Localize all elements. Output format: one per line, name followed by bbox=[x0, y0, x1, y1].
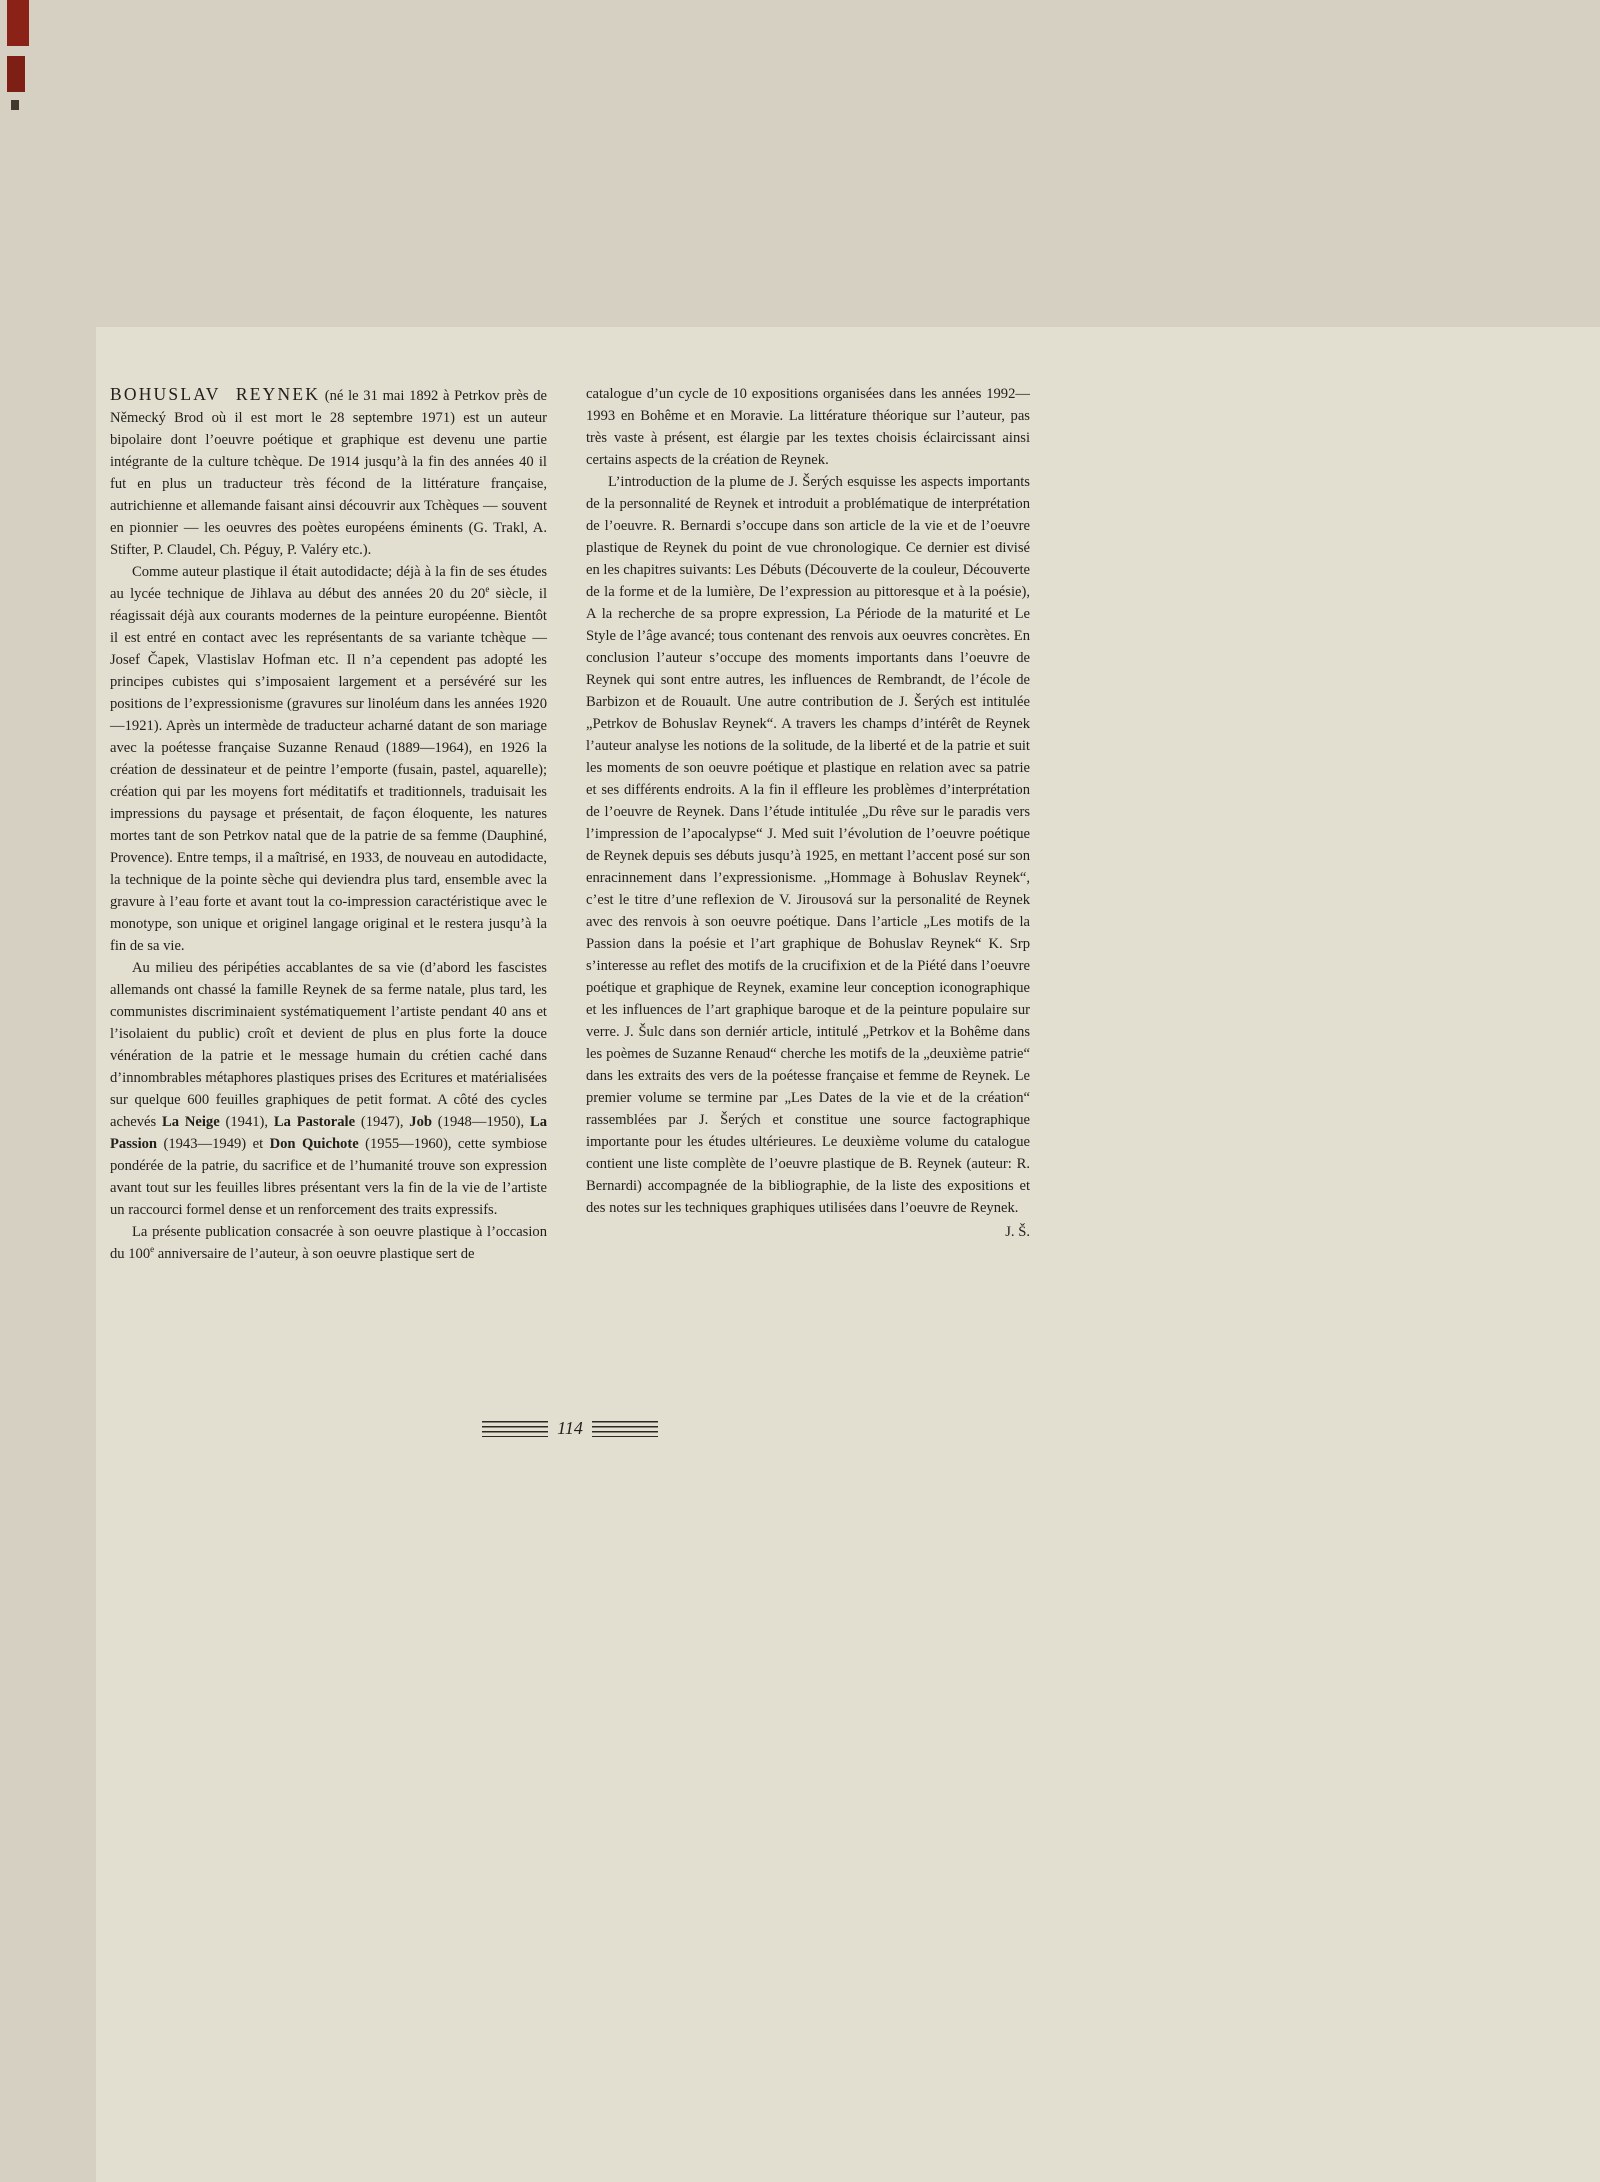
right-text-column bbox=[586, 383, 1030, 1243]
paragraph bbox=[586, 471, 1030, 1219]
text-segment: Don Quichote bbox=[269, 1136, 359, 1152]
paragraph bbox=[110, 561, 547, 957]
page-footer bbox=[110, 1418, 1030, 1439]
text-segment: La présente publication consacrée à son oeuvre plastique à l’occasion du 100 bbox=[110, 1224, 547, 1262]
text-segment: e bbox=[485, 584, 490, 595]
text-segment: (né le 31 mai 1892 à Petrkov près de Německý Brod où il est mort le 28 septembre 1971) est un auteur bipolaire dont l’oeuvre poétique et graphique est devenu une partie intégrante de la culture tchèque. De 1914 jusqu’à la fin des années 40 il fut en plus un traducteur très fécond de la littérature française, autrichienne et allemande faisant ainsi découvrir aux Tchèques — souvent en pionnier — les oeuvres des poètes européens éminents (G. Trakl, A. Stifter, P. Claudel, Ch. Péguy, P. Valéry etc.). bbox=[110, 388, 547, 558]
text-segment: Au milieu des péripéties accablantes de sa vie (d’abord les fascistes allemands ont chassé la famille Reynek de sa ferme natale, plus tard, les communistes discriminaient systématiquement l’artiste pendant 40 ans et l’isolaient du public) croît et devient de plus en plus forte la douce vénération de la patrie et le message humain du crétien caché dans d’innombrables métaphores plastiques prises des Ecritures et matérialisées sur quelque 600 feuilles graphiques de petit format. A côté des cycles achevés bbox=[110, 960, 547, 1130]
text-segment: e bbox=[150, 1244, 155, 1255]
text-segment: siècle, il réagissait déjà aux courants modernes de la peinture européenne. Bientôt il est entré en contact avec les représentants de sa variante tchèque — Josef Čapek, Vlastislav Hofman etc. Il n’a cependent pas adopté les principes cubistes qui s’imposaient largement et a persévéré sur les positions de l’expressionisme (gravures sur linoléum dans les années 1920—1921). Après un intermède de traducteur acharné datant de son mariage avec la poétesse française Suzanne Renaud (1889—1964), en 1926 la création de dessinateur et de peintre l’emporte (fusain, pastel, aquarelle); création qui par les moyens fort méditatifs et traditionnels, traduisait les impressions du paysage et présentait, de façon éloquente, les natures mortes tant de son Petrkov natal que de la patrie de sa femme (Dauphiné, Provence). Entre temps, il a maîtrisé, en 1933, de nouveau en autodidacte, la technique de la pointe sèche qui deviendra plus tard, ensemble avec la gravure à l’eau forte et avant tout la co-impression caractéristique avec le monotype, son unique et originel langage original et le restera jusqu’à la fin de sa vie. bbox=[110, 586, 547, 954]
paragraph bbox=[110, 383, 547, 561]
left-text-column bbox=[110, 383, 547, 1265]
text-segment: Job bbox=[409, 1114, 432, 1130]
text-segment: La Neige bbox=[162, 1114, 220, 1130]
text-segment: Comme auteur plastique il était autodidacte; déjà à la fin de ses études au lycée technique de Jihlava au début des années 20 du 20 bbox=[110, 564, 547, 602]
paragraph bbox=[586, 1221, 1030, 1243]
footer-ornament-right bbox=[592, 1421, 658, 1437]
text-segment: (1947), bbox=[355, 1114, 410, 1130]
scan-artifact-red-top bbox=[7, 0, 29, 46]
paragraph bbox=[586, 383, 1030, 471]
footer-ornament-left bbox=[482, 1421, 548, 1437]
text-segment: catalogue d’un cycle de 10 expositions organisées dans les années 1992—1993 en Bohême et en Moravie. La littérature théorique sur l’auteur, pas très vaste à présent, est élargie par les textes choisis éclaircissant ainsi certains aspects de la création de Reynek. bbox=[586, 386, 1030, 468]
scan-artifact-red-bottom bbox=[7, 56, 25, 92]
paragraph bbox=[110, 957, 547, 1221]
page-number: 114 bbox=[557, 1418, 583, 1438]
text-segment: (1943—1949) et bbox=[157, 1136, 270, 1152]
text-segment: anniversaire de l’auteur, à son oeuvre plastique sert de bbox=[154, 1246, 475, 1262]
text-segment: La Passion bbox=[110, 1114, 547, 1152]
text-segment: (1955—1960), cette symbiose pondérée de la patrie, du sacrifice et de l’humanité trouve son expression avant tout sur les feuilles libres présentant vers la fin de la vie de l’artiste un raccourci formel dense et un renforcement des traits expressifs. bbox=[110, 1136, 547, 1218]
text-segment: BOHUSLAV REYNEK bbox=[110, 384, 321, 404]
text-segment: (1948—1950), bbox=[432, 1114, 530, 1130]
paragraph bbox=[110, 1221, 547, 1265]
text-segment: (1941), bbox=[219, 1114, 274, 1130]
text-segment: L’introduction de la plume de J. Šerých esquisse les aspects importants de la personnalité de Reynek et introduit a problématique de interprétation de l’oeuvre. R. Bernardi s’occupe dans son article de la vie et de l’oeuvre plastique de Reynek du point de vue chronologique. Ce dernier est divisé en les chapitres suivants: Les Débuts (Découverte de la couleur, Découverte de la forme et de la lumière, De l’expression au pittoresque et à la poésie), A la recherche de sa propre expression, La Période de la maturité et Le Style de l’âge avancé; tous contenant des renvois aux oeuvres concrètes. En conclusion l’auteur s’occupe des moments importants dans l’oeuvre de Reynek qui sont entre autres, les influences de Rembrandt, de l’école de Barbizon et de Rouault. Une autre contribution de J. Šerých est intitulée „Petrkov de Bohuslav Reynek“. A travers les champs d’intérêt de Reynek l’auteur analyse les notions de la solitude, de la liberté et de la patrie et suit les moments de son oeuvre poétique et plastique en relation avec sa patrie et ses différents endroits. A la fin il effleure les problèmes d’interprétation de l’oeuvre de Reynek. Dans l’étude intitulée „Du rêve sur le paradis vers l’impression de l’apocalypse“ J. Med suit l’évolution de l’oeuvre poétique de Reynek depuis ses débuts jusqu’à 1925, en mettant l’accent posé sur son enracinnement dans l’expressionisme. „Hommage à Bohuslav Reynek“, c’est le titre d’une reflexion de V. Jirousová sur la personalité de Reynek avec des renvois à son oeuvre poétique. Dans l’article „Les motifs de la Passion dans la poésie et l’art graphique de Bohuslav Reynek“ K. Srp s’interesse au reflet des motifs de la crucifixion et de la Piété dans l’oeuvre poétique et graphique de Reynek, examine leur conception iconographique et les influences de l’art graphique baroque et de la peinture populaire sur verre. J. Šulc dans son derniér article, intitulé „Petrkov et la Bohême dans les poèmes de Suzanne Renaud“ cherche les motifs de la „deuxième patrie“ dans les extraits des vers de la poétesse française et femme de Reynek. Le premier volume se termine par „Les Dates de la vie et de la création“ rassemblées par J. Šerých et constitue une source factographique importante pour les études ultérieures. Le deuxième volume du catalogue contient une liste complète de l’oeuvre plastique de B. Reynek (auteur: R. Bernardi) accompagnée de la bibliographie, de la liste des expositions et des notes sur les techniques graphiques utilisées dans l’oeuvre de Reynek. bbox=[586, 474, 1030, 1216]
scan-artifact-dark-speck bbox=[11, 100, 19, 110]
text-segment: La Pastorale bbox=[273, 1114, 356, 1130]
text-segment: J. Š. bbox=[1005, 1224, 1030, 1240]
